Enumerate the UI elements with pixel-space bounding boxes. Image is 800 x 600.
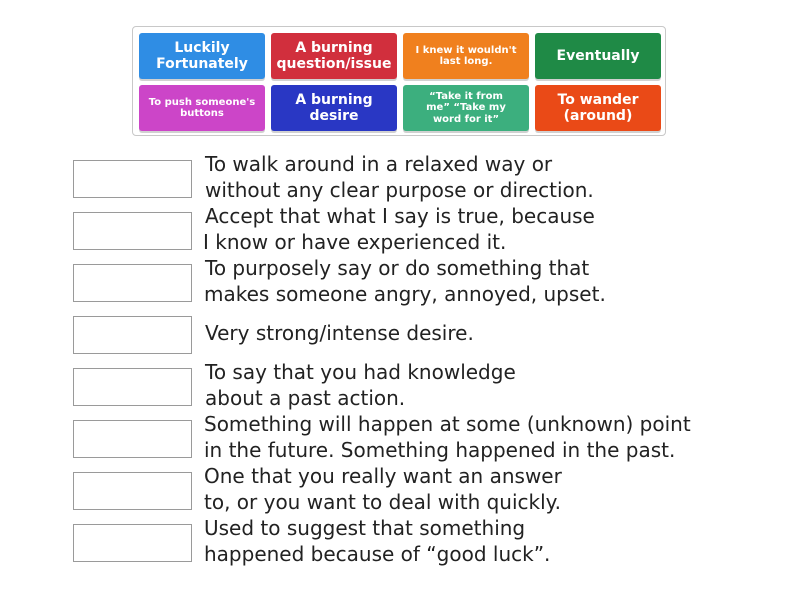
answer-tile-knew-it[interactable]: I knew it wouldn't last long. [403,33,529,79]
definition-5-line-2: about a past action. [205,386,406,410]
definition-3-line-1: To purposely say or do something that [205,256,590,280]
answer-tile-luckily[interactable]: Luckily Fortunately [139,33,265,79]
definition-8-line-1: Used to suggest that something [204,516,526,540]
definition-3-line-2: makes someone angry, annoyed, upset. [204,282,606,306]
drop-target-5[interactable] [73,368,192,406]
drop-target-2[interactable] [73,212,192,250]
definition-2 [205,203,595,255]
definition-5-line-1: To say that you had knowledge [205,360,516,384]
answer-tile-burning-desire[interactable]: A burning desire [271,85,397,131]
definition-7-line-2: to, or you want to deal with quickly. [204,490,562,514]
definition-2-line-2: I know or have experienced it. [203,230,507,254]
drop-target-7[interactable] [73,472,192,510]
definition-1-line-1: To walk around in a relaxed way or [205,152,553,176]
answer-tile-eventually[interactable]: Eventually [535,33,661,79]
definition-4-line-1: Very strong/intense desire. [205,321,474,345]
definition-2-line-1: Accept that what I say is true, because [205,204,595,228]
definition-7-line-1: One that you really want an answer [204,464,562,488]
answer-tile-wander[interactable]: To wander (around) [535,85,661,131]
definition-1 [205,151,594,203]
definition-7 [204,463,562,515]
answer-tile-burning-question[interactable]: A burning question/issue [271,33,397,79]
definition-8-line-2: happened because of “good luck”. [204,542,551,566]
drop-target-4[interactable] [73,316,192,354]
definition-4 [205,320,474,346]
drop-target-3[interactable] [73,264,192,302]
definition-6 [204,411,691,463]
answer-tile-bank [132,26,666,136]
definition-5 [205,359,516,411]
drop-target-6[interactable] [73,420,192,458]
drop-target-1[interactable] [73,160,192,198]
answer-tile-push-buttons[interactable]: To push someone's buttons [139,85,265,131]
definition-6-line-1: Something will happen at some (unknown) point [204,412,691,436]
definition-3 [205,255,606,307]
drop-target-8[interactable] [73,524,192,562]
definition-8 [204,515,550,567]
definition-6-line-2: in the future. Something happened in the past. [204,438,676,462]
definition-1-line-2: without any clear purpose or direction. [205,178,594,202]
answer-tile-take-it-from-me[interactable]: “Take it from me” “Take my word for it” [403,85,529,131]
